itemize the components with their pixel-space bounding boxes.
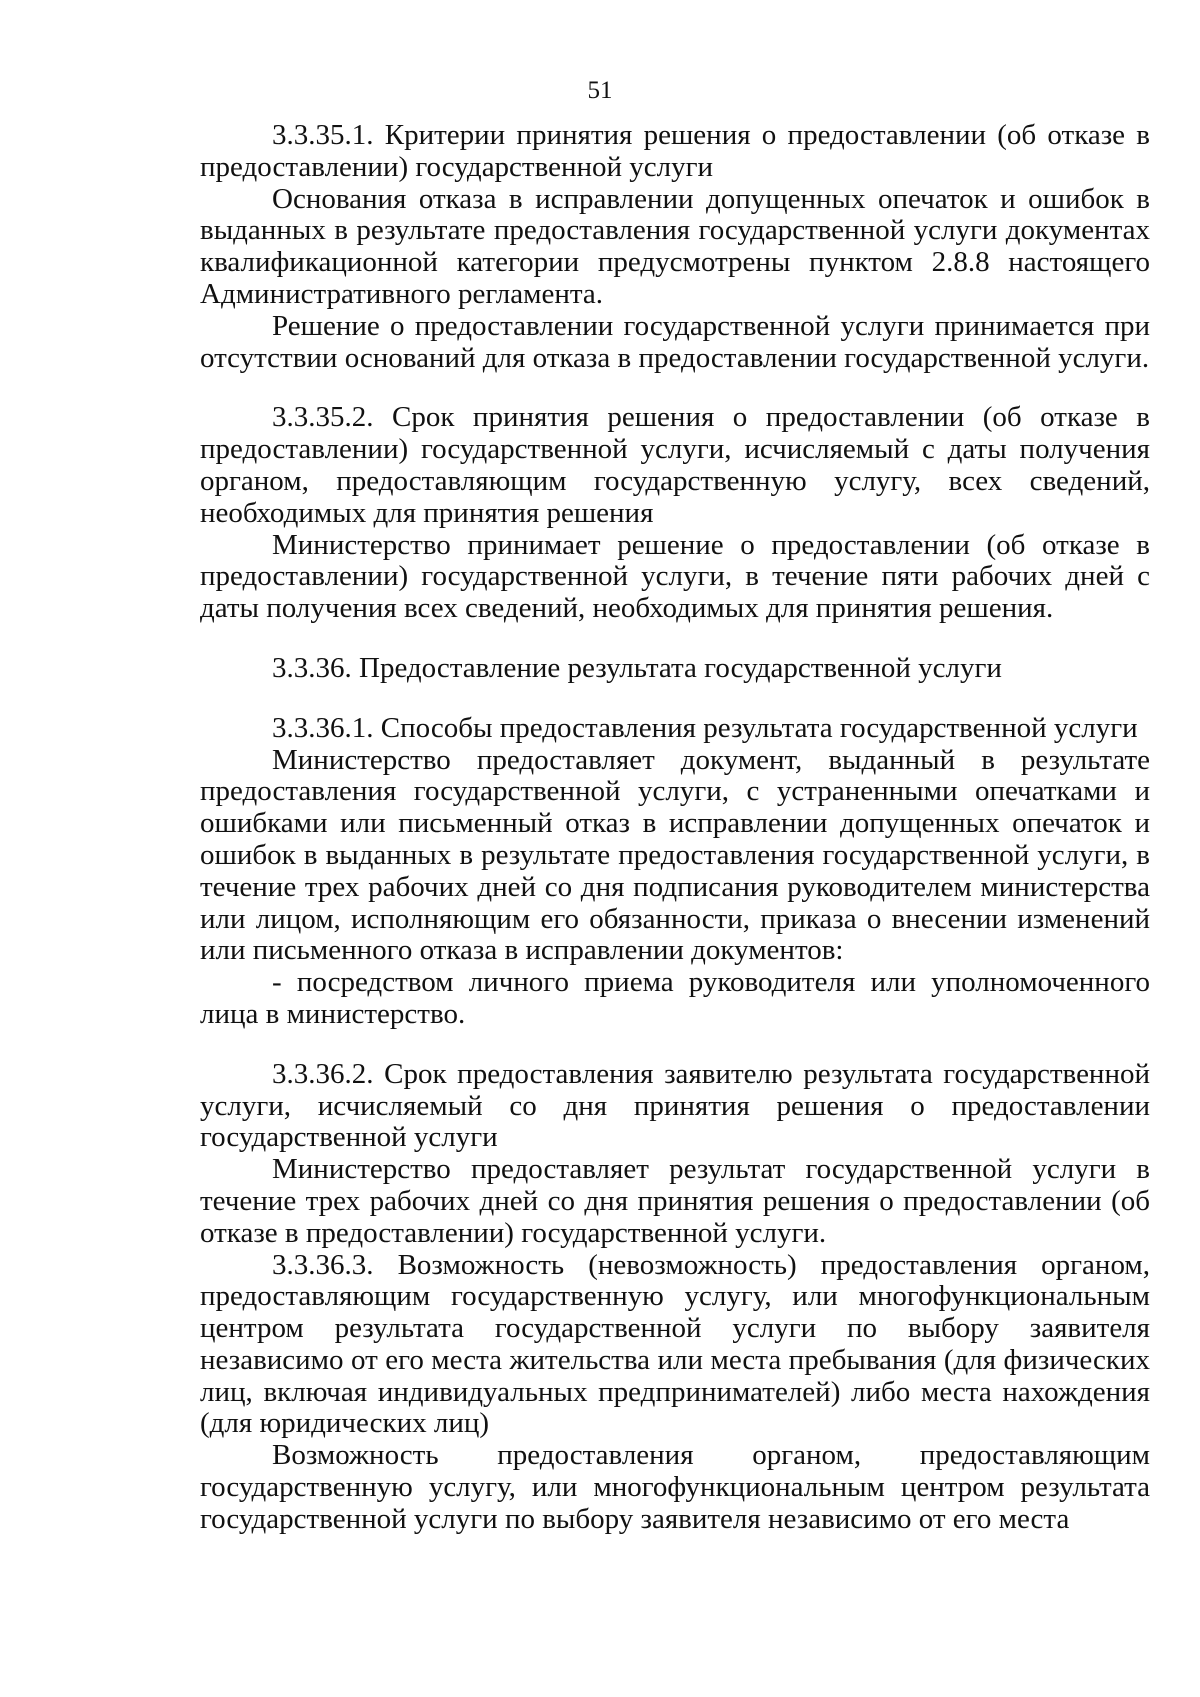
page-number: 51 xyxy=(587,77,613,104)
paragraph-refusal-grounds: Основания отказа в исправлении допущенных опечаток и ошибок в выданных в результате предоставления государственной услуги документах квалификационной категории предусмотрены пунктом 2.8.8 настоящего Административного регламента. xyxy=(200,182,1150,310)
paragraph-ministry-decision: Министерство принимает решение о предоставлении (об отказе в предоставлении) государственной услуги, в течение пяти рабочих дней с даты получения всех сведений, необходимых для принятия решения. xyxy=(200,528,1150,625)
paragraph-3-3-36-2-heading: 3.3.36.2. Срок предоставления заявителю результата государственной услуги, исчисляемый со дня принятия решения о предоставлении государственной услуги xyxy=(200,1057,1150,1154)
paragraph-3-3-36-1-heading: 3.3.36.1. Способы предоставления результата государственной услуги xyxy=(272,711,1138,744)
paragraph-ministry-provides-result: Министерство предоставляет результат государственной услуги в течение трех рабочих дней со дня принятия решения о предоставлении (об отказе в предоставлении) государственной услуги. xyxy=(200,1153,1150,1249)
paragraph-3-3-36-3-heading: 3.3.36.3. Возможность (невозможность) предоставления органом, предоставляющим государственную услугу, или многофункциональным центром результата государственной услуги по выбору заявителя независимо от его места жительства или места пребывания (для физических лиц, включая индивидуальных предпринимателей) либо места нахождения (для юридических лиц) xyxy=(200,1248,1150,1440)
paragraph-3-3-35-1-heading: 3.3.35.1. Критерии принятия решения о предоставлении (об отказе в предоставлении) государственной услуги xyxy=(200,119,1150,183)
paragraph-personal-reception: - посредством личного приема руководителя или уполномоченного лица в министерство. xyxy=(200,966,1150,1030)
paragraph-possibility: Возможность предоставления органом, предоставляющим государственную услугу, или многофункциональным центром результата государственной услуги по выбору заявителя независимо от его места xyxy=(200,1439,1150,1535)
paragraph-3-3-35-2-heading: 3.3.35.2. Срок принятия решения о предоставлении (об отказе в предоставлении) государственной услуги, исчисляемый с даты получения органом, предоставляющим государственную услугу, всех сведений, необходимых для принятия решения xyxy=(200,401,1150,529)
paragraph-ministry-provides-document: Министерство предоставляет документ, выданный в результате предоставления государственной услуги, с устраненными опечатками и ошибками или письменный отказ в исправлении допущенных опечаток и ошибок в выданных в результате предоставления государственной услуги, в течение трех рабочих дней со дня подписания руководителем министерства или лицом, исполняющим его обязанности, приказа о внесении изменений или письменного отказа в исправлении документов: xyxy=(200,743,1150,967)
document-body xyxy=(200,120,1150,1536)
paragraph-spacer xyxy=(200,685,1150,713)
paragraph-3-3-36-heading: 3.3.36. Предоставление результата государственной услуги xyxy=(272,651,1002,684)
paragraph-decision-rule: Решение о предоставлении государственной услуги принимается при отсутствии оснований для отказа в предоставлении государственной услуги. xyxy=(200,309,1150,374)
paragraph-spacer xyxy=(200,1031,1150,1059)
paragraph-spacer xyxy=(200,625,1150,653)
paragraph-spacer xyxy=(200,374,1150,402)
